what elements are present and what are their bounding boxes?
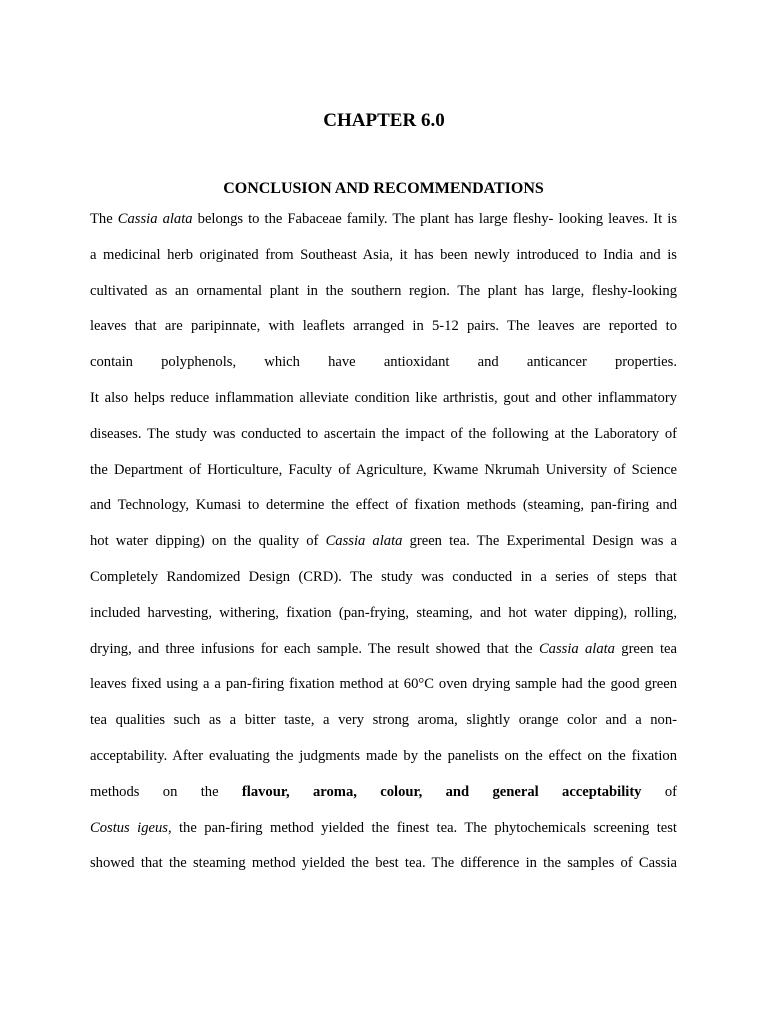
text-run: green tea. The Experimental Design was a (402, 533, 677, 550)
text-run: It also helps reduce inflammation alleviate condition like arthristis, gout and other inflammatory (90, 389, 677, 406)
text-run: cultivated as an ornamental plant in the southern region. The plant has large, fleshy-looking (90, 282, 677, 299)
text-run: the Department of Horticulture, Faculty of Agriculture, Kwame Nkrumah University of Science (90, 461, 677, 478)
text-line (90, 274, 677, 310)
text-line (90, 739, 677, 775)
text-run: green tea (614, 640, 677, 657)
text-run: Completely Randomized Design (CRD). The study was conducted in a series of steps that (90, 568, 677, 585)
text-line (90, 560, 677, 596)
text-line (90, 811, 677, 847)
text-line (90, 846, 677, 882)
italic-text: Costus igeus (90, 819, 168, 836)
text-line (90, 596, 677, 632)
text-run: methods on the (90, 783, 242, 800)
text-run: showed that the steaming method yielded the best tea. The difference in the samples of Cassia (90, 855, 677, 872)
text-line (90, 381, 677, 417)
text-run: included harvesting, withering, fixation (pan-frying, steaming, and hot water dipping), rolling, (90, 604, 677, 621)
text-run: leaves that are paripinnate, with leaflets arranged in 5-12 pairs. The leaves are reported to (90, 318, 677, 335)
body-paragraph (90, 202, 677, 882)
text-line (90, 703, 677, 739)
text-line (90, 309, 677, 345)
text-run: , the pan-firing method yielded the finest tea. The phytochemicals screening test (167, 819, 677, 836)
text-run: diseases. The study was conducted to ascertain the impact of the following at the Laboratory of (90, 425, 677, 442)
italic-text: Cassia alata (325, 533, 403, 550)
text-line (90, 667, 677, 703)
text-line (90, 488, 677, 524)
text-run: hot water dipping) on the quality of (90, 533, 326, 550)
text-line (90, 524, 677, 560)
italic-text: Cassia alata (117, 211, 193, 227)
section-title: CONCLUSION AND RECOMMENDATIONS (223, 180, 544, 197)
text-run: acceptability. After evaluating the judgments made by the panelists on the effect on the fixation (90, 747, 677, 764)
text-run: belongs to the Fabaceae family. The plant has large fleshy- looking leaves. It is (192, 211, 677, 227)
text-run: leaves fixed using a a pan-firing fixation method at 60°C oven drying sample had the good green (90, 676, 677, 693)
text-run: drying, and three infusions for each sample. The result showed that the (90, 640, 539, 657)
text-line (90, 202, 677, 238)
text-run: The (90, 211, 118, 227)
text-run: a medicinal herb originated from Southeast Asia, it has been newly introduced to India and is (90, 246, 677, 263)
text-run: tea qualities such as a bitter taste, a very strong aroma, slightly orange color and a non- (90, 712, 677, 729)
text-line (90, 775, 677, 811)
text-line (90, 453, 677, 489)
text-line (90, 632, 677, 668)
text-line (90, 238, 677, 274)
chapter-title: CHAPTER 6.0 (323, 110, 445, 131)
bold-text: flavour, aroma, colour, and general acceptability (241, 783, 642, 800)
italic-text: Cassia alata (538, 640, 615, 657)
text-run: and Technology, Kumasi to determine the effect of fixation methods (steaming, pan-firing and (90, 497, 677, 514)
text-line (90, 417, 677, 453)
text-line (90, 345, 677, 381)
text-run: of (641, 783, 677, 800)
text-run: contain polyphenols, which have antioxidant and anticancer properties. (90, 354, 677, 371)
